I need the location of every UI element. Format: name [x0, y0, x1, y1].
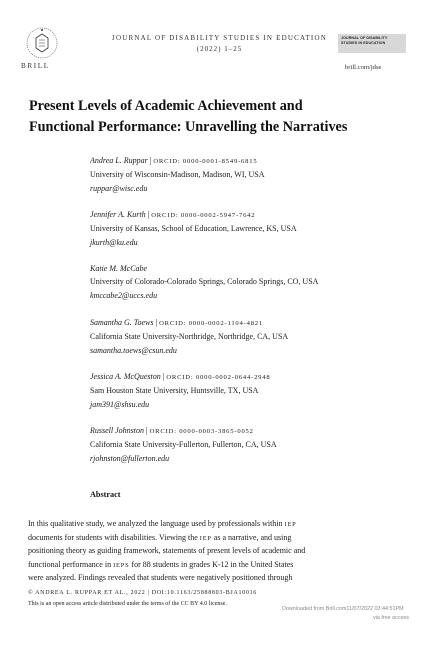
author-affiliation: University of Kansas, School of Education, Lawrence, KS, USA: [90, 224, 297, 234]
abstract-line: positioning theory as guiding framework, statements of present levels of academic and: [28, 546, 306, 555]
download-watermark: Downloaded from Brill.com11/07/2022 03:44:51PM: [282, 606, 404, 612]
author-name: Samantha G. Toews: [90, 318, 154, 327]
abstract-line: documents for students with disabilities. Viewing the IEP as a narrative, and using: [28, 532, 292, 542]
author-orcid[interactable]: ORCID: 0000-0001-8549-6815: [153, 158, 258, 165]
jdse-logo-line1: JOURNAL OF DISABILITY: [341, 36, 388, 40]
abstract-heading: Abstract: [90, 490, 121, 499]
journal-name: JOURNAL OF DISABILITY STUDIES IN EDUCATION: [112, 34, 327, 42]
author-block: Samantha G. Toews | ORCID: 0000-0002-1104-4821 California State University-Northridge, Northridge, CA, USA samantha.toews@csun.edu: [90, 316, 420, 357]
author-name: Andrea L. Ruppar: [90, 156, 148, 165]
article-title: [29, 96, 419, 138]
publisher-name: BRILL: [21, 62, 50, 70]
author-orcid[interactable]: ORCID: 0000-0002-0644-2948: [166, 374, 271, 381]
author-email[interactable]: jkurth@ku.edu: [90, 237, 138, 247]
author-email[interactable]: samantha.toews@csun.edu: [90, 345, 177, 355]
author-name: Russell Johnston: [90, 426, 144, 435]
author-email[interactable]: kmccabe2@uccs.edu: [90, 290, 158, 300]
author-email[interactable]: jam391@shsu.edu: [90, 399, 150, 409]
author-affiliation: University of Wisconsin-Madison, Madison, WI, USA: [90, 170, 265, 180]
brill-seal-logo: [22, 24, 62, 62]
abstract-line: were analyzed. Findings revealed that students were negatively positioned through: [28, 573, 293, 582]
author-affiliation: University of Colorado-Colorado Springs, Colorado Springs, CO, USA: [90, 277, 319, 287]
journal-issue: (2022) 1–25: [196, 45, 243, 53]
abstract-line: In this qualitative study, we analyzed the language used by professionals within IEP: [28, 519, 297, 528]
author-orcid[interactable]: ORCID: 0000-0002-5947-7642: [151, 212, 256, 219]
author-email[interactable]: ruppar@wisc.edu: [90, 183, 148, 193]
author-name: Katie M. McCabe: [90, 264, 148, 273]
abstract-line: functional performance in IEPS for 88 students in grades K-12 in the United States: [28, 559, 294, 569]
license-statement: This is an open access article distributed under the terms of the CC BY 4.0 license.: [28, 601, 227, 607]
author-name: Jessica A. McQueston: [90, 372, 161, 381]
author-block: [90, 262, 420, 302]
title-line-2: Functional Performance: Unravelling the Narratives: [29, 119, 348, 135]
author-affiliation: California State University-Northridge, Northridge, CA, USA: [90, 332, 289, 342]
author-affiliation: California State University-Fullerton, Fullerton, CA, USA: [90, 440, 277, 450]
author-block: Jessica A. McQueston | ORCID: 0000-0002-0644-2948 Sam Houston State University, Huntsville, TX, USA jam391@shsu.edu: [90, 370, 420, 411]
jdse-logo: [338, 34, 406, 53]
title-line-1: Present Levels of Academic Achievement and: [29, 98, 303, 114]
author-name: Jennifer A. Kurth: [90, 210, 146, 219]
author-block: Andrea L. Ruppar | ORCID: 0000-0001-8549-6815 University of Wisconsin-Madison, Madison, WI, USA ruppar@wisc.edu: [90, 154, 420, 195]
access-watermark: via free access: [373, 615, 409, 621]
author-orcid[interactable]: ORCID: 0000-0002-1104-4821: [159, 320, 263, 327]
author-affiliation: Sam Houston State University, Huntsville, TX, USA: [90, 386, 259, 396]
abstract-body: [28, 517, 414, 585]
author-block: Russell Johnston | ORCID: 0000-0003-3865-0052 California State University-Fullerton, Fullerton, CA, USA rjohnston@fullerton.edu: [90, 424, 420, 465]
journal-url-link[interactable]: brill.com/jdse: [345, 64, 382, 71]
jdse-logo-line2: STUDIES IN EDUCATION: [341, 40, 386, 45]
author-block: Jennifer A. Kurth | ORCID: 0000-0002-5947-7642 University of Kansas, School of Education, Lawrence, KS, USA jkurth@ku.edu: [90, 208, 420, 249]
author-email[interactable]: rjohnston@fullerton.edu: [90, 453, 170, 463]
copyright-doi: © ANDREA L. RUPPAR ET AL., 2022 | DOI:10.1163/25888803-BJA10016: [28, 590, 257, 596]
author-orcid[interactable]: ORCID: 0000-0003-3865-0052: [149, 428, 254, 435]
